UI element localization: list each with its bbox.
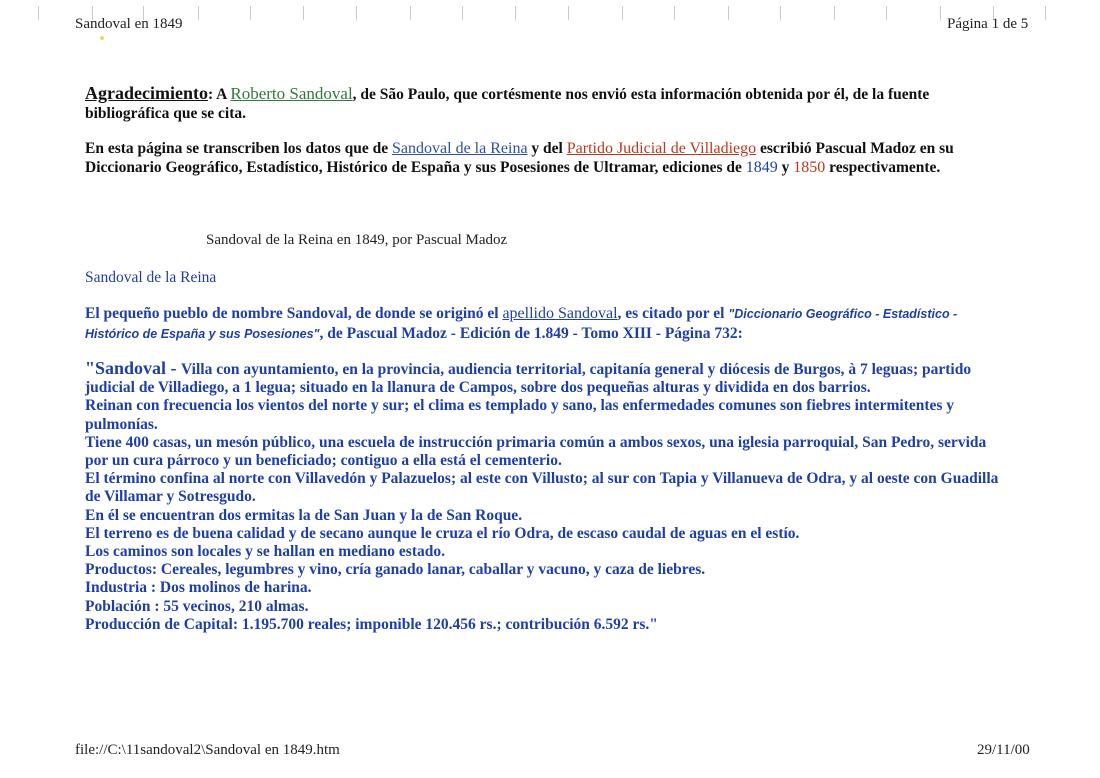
ack-colon: : A: [207, 86, 231, 103]
intro-text-end: respectivamente.: [825, 159, 941, 176]
intro-and: y: [777, 159, 794, 176]
ack-label: Agradecimiento: [85, 83, 208, 103]
footer-date: 29/11/00: [977, 742, 1030, 758]
link-partido-judicial[interactable]: Partido Judicial de Villadiego: [566, 140, 757, 157]
quote-line: judicial de Villadiego, a 1 legua; situado en la llanura de Campos, sobre dos pequeñas alturas y dividida en dos barrios.: [85, 379, 871, 397]
source-book-title: "Diccionario Geográfico - Estadístico -: [728, 307, 958, 321]
source-text: , es citado por el: [617, 305, 729, 322]
quote-line: Industria : Dos molinos de harina.: [85, 579, 312, 597]
quote-line: pulmonías.: [85, 415, 158, 433]
page-number: Página 1 de 5: [947, 16, 1029, 32]
link-apellido-sandoval[interactable]: apellido Sandoval: [502, 305, 618, 322]
quote-line: por un cura párroco y un beneficiado; contiguo a ella está el cementerio.: [85, 452, 562, 470]
footer-file-path: file://C:\11sandoval2\Sandoval en 1849.htm: [75, 742, 340, 758]
year-1849: 1849: [745, 159, 778, 176]
page-header-title: Sandoval en 1849: [75, 16, 183, 32]
quote-line: Productos: Cereales, legumbres y vino, cría ganado lanar, caballar y vacuno, y caza de liebres.: [85, 561, 706, 579]
intro-paragraph: [85, 139, 1095, 177]
quote-line: Población : 55 vecinos, 210 almas.: [85, 597, 309, 615]
scan-speck: [100, 36, 104, 40]
ack-text: , de São Paulo, que cortésmente nos envió esta información obtenida por él, de la fuente: [352, 86, 930, 103]
intro-text-line2: Diccionario Geográfico, Estadístico, Histórico de España y sus Posesiones de Ultramar, ediciones de: [85, 159, 746, 176]
center-title: Sandoval de la Reina en 1849, por Pascual Madoz: [206, 232, 508, 248]
source-text: El pequeño pueblo de nombre Sandoval, de donde se originó el: [85, 305, 503, 322]
quote-line: El terreno es de buena calidad y de secano aunque le cruza el río Odra, de escaso caudal de aguas en el estío.: [85, 524, 800, 542]
year-1850: 1850: [793, 159, 826, 176]
intro-text: En esta página se transcriben los datos que de: [85, 140, 393, 157]
intro-text: y del: [527, 140, 567, 157]
quote-lead: "Sandoval -: [85, 358, 182, 378]
ack-name-link[interactable]: Roberto Sandoval: [230, 84, 353, 103]
quote-line: Tiene 400 casas, un mesón público, una escuela de instrucción primaria común a ambos sexos, una iglesia parroquial, San Pedro, servida: [85, 433, 987, 451]
acknowledgement: [85, 84, 1085, 123]
quote-line: Producción de Capital: 1.195.700 reales; imponible 120.456 rs.; contribución 6.592 rs.": [85, 615, 658, 633]
ack-text-line2: bibliográfica que se cita.: [85, 105, 247, 122]
quote-line: Reinan con frecuencia los vientos del norte y sur; el clima es templado y sano, las enfermedades comunes son fiebres intermitentes y: [85, 397, 955, 415]
source-text-end: , de Pascual Madoz - Edición de 1.849 - Tomo XIII - Página 732:: [319, 325, 743, 342]
source-book-title-line2: Histórico de España y sus Posesiones": [85, 327, 320, 341]
section-title: Sandoval de la Reina: [85, 269, 217, 286]
quote-line: de Villamar y Sotresgudo.: [85, 488, 256, 506]
quote-line: El término confina al norte con Villavedón y Palazuelos; al este con Villusto; al sur con Tapia y Villanueva de Odra, y al oeste con Guadilla: [85, 470, 999, 488]
quote-line: Villa con ayuntamiento, en la provincia, audiencia territorial, capitanía general y diócesis de Burgos, à 7 leguas; partido: [181, 361, 972, 378]
madoz-quote: [85, 359, 1095, 634]
quote-line: En él se encuentran dos ermitas la de San Juan y la de San Roque.: [85, 506, 523, 524]
quote-line: Los caminos son locales y se hallan en mediano estado.: [85, 543, 445, 561]
link-sandoval-reina[interactable]: Sandoval de la Reina: [392, 140, 528, 157]
intro-text: escribió Pascual Madoz en su: [756, 140, 954, 157]
source-paragraph: [85, 304, 1095, 344]
